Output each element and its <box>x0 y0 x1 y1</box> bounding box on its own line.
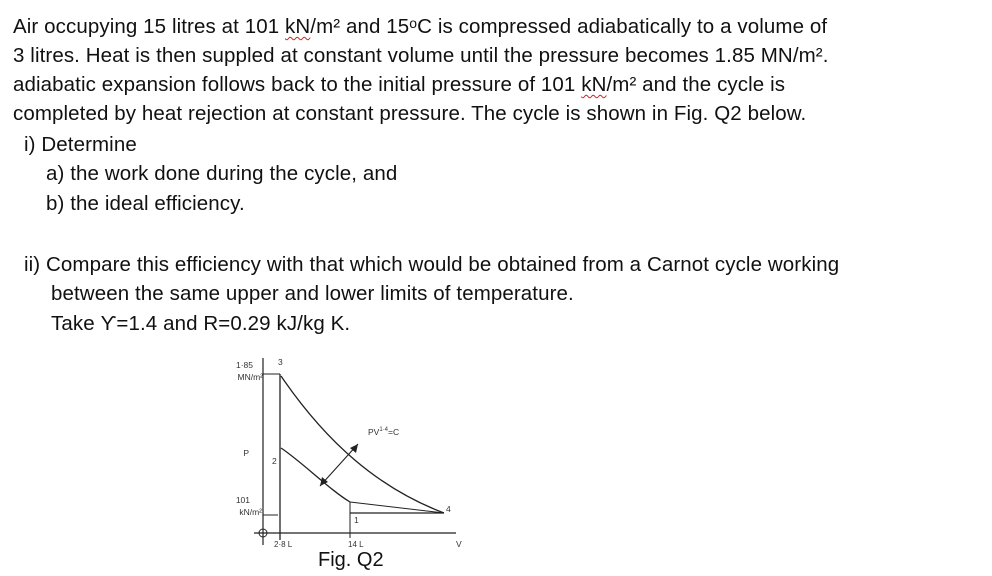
v-small-label: 2·8 L <box>274 540 293 549</box>
problem-line-1 <box>13 14 827 40</box>
part-ii-line-1: ii) Compare this efficiency with that which would be obtained from a Carnot cycle working <box>24 253 840 276</box>
curve-label-base: PV <box>368 427 380 437</box>
spellcheck-word: kN <box>581 73 607 96</box>
point-2-label: 2 <box>272 456 277 466</box>
problem-text: Air occupying 15 litres at 101 <box>13 15 286 38</box>
figure-caption: Fig. Q2 <box>318 549 384 571</box>
problem-line-2: 3 litres. Heat is then suppled at constant volume until the pressure becomes 1.85 MN/m². <box>13 44 829 67</box>
lower-pressure-unit: kN/m² <box>239 507 262 517</box>
family-arrow-line <box>320 444 358 486</box>
part-ii-line-3: Take ϒ=1.4 and R=0.29 kJ/kg K. <box>51 312 351 335</box>
problem-line-4: completed by heat rejection at constant pressure. The cycle is shown in Fig. Q2 below. <box>13 102 807 125</box>
compression-curve <box>281 448 350 502</box>
pv-diagram <box>218 350 468 550</box>
part-i-heading: i) Determine <box>24 133 137 156</box>
upper-pressure-unit: MN/m² <box>237 372 263 382</box>
problem-text: /m² and 15ᵒC is compressed adiabatically to a volume of <box>310 15 828 38</box>
part-ii-line-2: between the same upper and lower limits of temperature. <box>51 282 574 305</box>
volume-axis-label: V <box>456 539 462 549</box>
point-4-label: 4 <box>446 504 451 514</box>
part-i-b: b) the ideal efficiency. <box>46 192 245 215</box>
upper-pressure-label: 1·85 <box>235 360 253 370</box>
point-1-label: 1 <box>354 515 359 525</box>
problem-text: /m² and the cycle is <box>606 73 786 96</box>
pv-diagram-svg <box>218 350 468 550</box>
curve-label <box>368 427 399 437</box>
part-i-a: a) the work done during the cycle, and <box>46 162 398 185</box>
point-3-label: 3 <box>278 357 283 367</box>
pressure-axis-label: P <box>243 448 249 458</box>
curve-label-exp: 1·4 <box>379 427 389 433</box>
expansion-curve <box>281 376 444 513</box>
spellcheck-word: kN <box>285 15 311 38</box>
problem-text: adiabatic expansion follows back to the initial pressure of 101 <box>13 73 582 96</box>
v-large-label: 14 L <box>348 540 364 549</box>
lower-pressure-label: 101 <box>235 495 250 505</box>
curve-label-end: =C <box>388 427 400 437</box>
problem-line-3 <box>13 72 785 98</box>
